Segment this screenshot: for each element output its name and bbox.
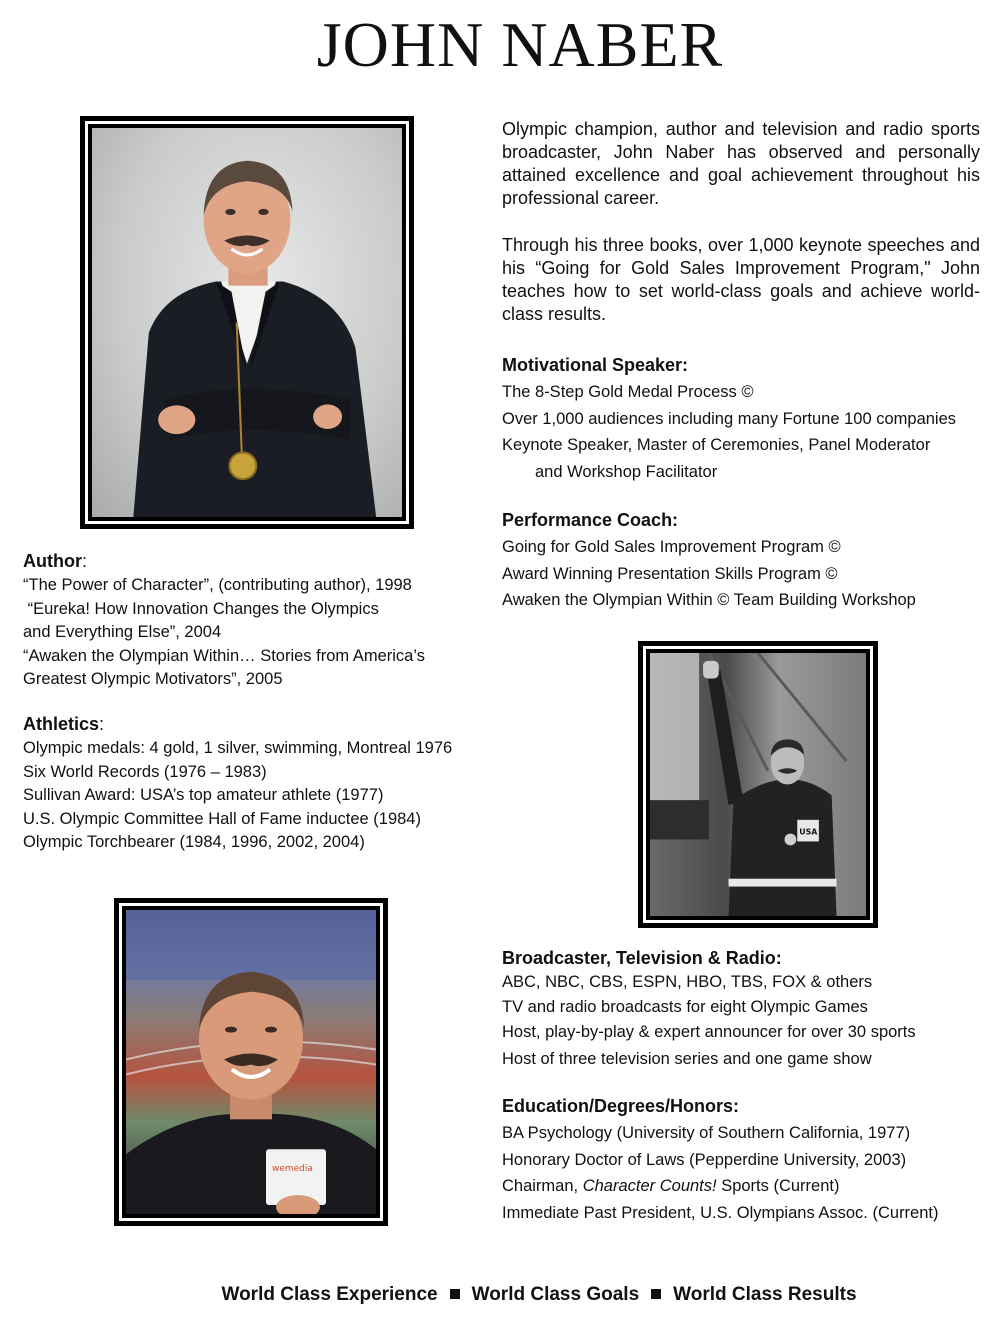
athletics-item: U.S. Olympic Committee Hall of Fame inductee (1984) xyxy=(23,809,421,828)
author-section xyxy=(23,550,483,692)
footer-item: World Class Results xyxy=(673,1284,857,1305)
motivational-item: and Workshop Facilitator xyxy=(535,463,718,482)
athletics-section xyxy=(23,713,493,855)
education-section xyxy=(502,1095,972,1227)
microphone-label: wemedia xyxy=(272,1164,313,1175)
author-heading: Author: xyxy=(23,551,87,571)
athletics-item: Sullivan Award: USA’s top amateur athlete (1977) xyxy=(23,786,384,804)
intro xyxy=(502,118,980,326)
motivational-section xyxy=(502,354,972,486)
education-item: BA Psychology (University of Southern California, 1977) xyxy=(502,1124,911,1142)
athletics-item: Six World Records (1976 – 1983) xyxy=(23,762,267,781)
coach-item: Awaken the Olympian Within © Team Building Workshop xyxy=(502,591,916,610)
olympic-victory-photo xyxy=(650,653,866,916)
education-item-chairman: Chairman, Character Counts! Sports (Current) xyxy=(502,1177,840,1196)
coach-heading: Performance Coach: xyxy=(502,510,679,530)
intro-paragraph-2: Through his three books, over 1,000 keynote speeches and his “Going for Gold Sales Improvement Program," John teaches how to set world-class goals and achieve world-class results. xyxy=(502,235,980,324)
broadcaster-photo xyxy=(126,910,376,1214)
athletics-item: Olympic Torchbearer (1984, 1996, 2002, 2004) xyxy=(23,833,365,851)
coach-section xyxy=(502,509,972,614)
author-item: “Eureka! How Innovation Changes the Olympics xyxy=(23,599,379,618)
square-bullet-icon xyxy=(450,1289,460,1299)
jacket-usa-label: USA xyxy=(799,827,818,837)
portrait-figure-icon xyxy=(92,128,402,517)
broadcaster-item: ABC, NBC, CBS, ESPN, HBO, TBS, FOX & others xyxy=(502,973,873,991)
intro-paragraph-1: Olympic champion, author and television and radio sports broadcaster, John Naber has observed and personally attained excellence and goal achievement throughout his professional career. xyxy=(502,119,980,208)
author-item: “Awaken the Olympian Within… Stories from America’s xyxy=(23,646,425,665)
motivational-item: Keynote Speaker, Master of Ceremonies, Panel Moderator xyxy=(502,436,931,455)
portrait-photo xyxy=(92,128,402,517)
motivational-item: The 8-Step Gold Medal Process © xyxy=(502,383,754,401)
footer-item: World Class Goals xyxy=(471,1284,640,1305)
broadcaster-item: Host, play-by-play & expert announcer for over 30 sports xyxy=(502,1023,916,1041)
education-item: Immediate Past President, U.S. Olympians Assoc. (Current) xyxy=(502,1204,939,1223)
broadcaster-item: Host of three television series and one game show xyxy=(502,1049,872,1068)
portrait-photo-frame xyxy=(80,116,414,529)
broadcaster-item: TV and radio broadcasts for eight Olympic Games xyxy=(502,997,868,1016)
education-heading: Education/Degrees/Honors: xyxy=(502,1096,740,1116)
coach-item: Award Winning Presentation Skills Program © xyxy=(502,564,838,583)
page-title: JOHN NABER xyxy=(316,9,724,80)
athletics-heading: Athletics: xyxy=(23,714,105,734)
broadcaster-heading: Broadcaster, Television & Radio: xyxy=(502,948,782,968)
footer-item: World Class Experience xyxy=(221,1284,438,1305)
athletics-item: Olympic medals: 4 gold, 1 silver, swimming, Montreal 1976 xyxy=(23,739,453,757)
author-item: “The Power of Character”, (contributing author), 1998 xyxy=(23,576,412,594)
author-item: and Everything Else”, 2004 xyxy=(23,623,222,641)
footer-tagline xyxy=(0,1284,1000,1306)
coach-item: Going for Gold Sales Improvement Program © xyxy=(502,538,841,556)
broadcaster-section xyxy=(502,947,972,1072)
broadcaster-photo-frame xyxy=(114,898,388,1226)
education-item: Honorary Doctor of Laws (Pepperdine University, 2003) xyxy=(502,1150,907,1169)
square-bullet-icon xyxy=(651,1289,661,1299)
announcer-figure-icon xyxy=(126,910,376,1214)
olympic-victory-photo-frame xyxy=(638,641,878,928)
author-item: Greatest Olympic Motivators”, 2005 xyxy=(23,670,283,688)
motivational-item: Over 1,000 audiences including many Fortune 100 companies xyxy=(502,409,957,428)
motivational-heading: Motivational Speaker: xyxy=(502,355,689,375)
swimmer-figure-icon xyxy=(650,653,866,916)
